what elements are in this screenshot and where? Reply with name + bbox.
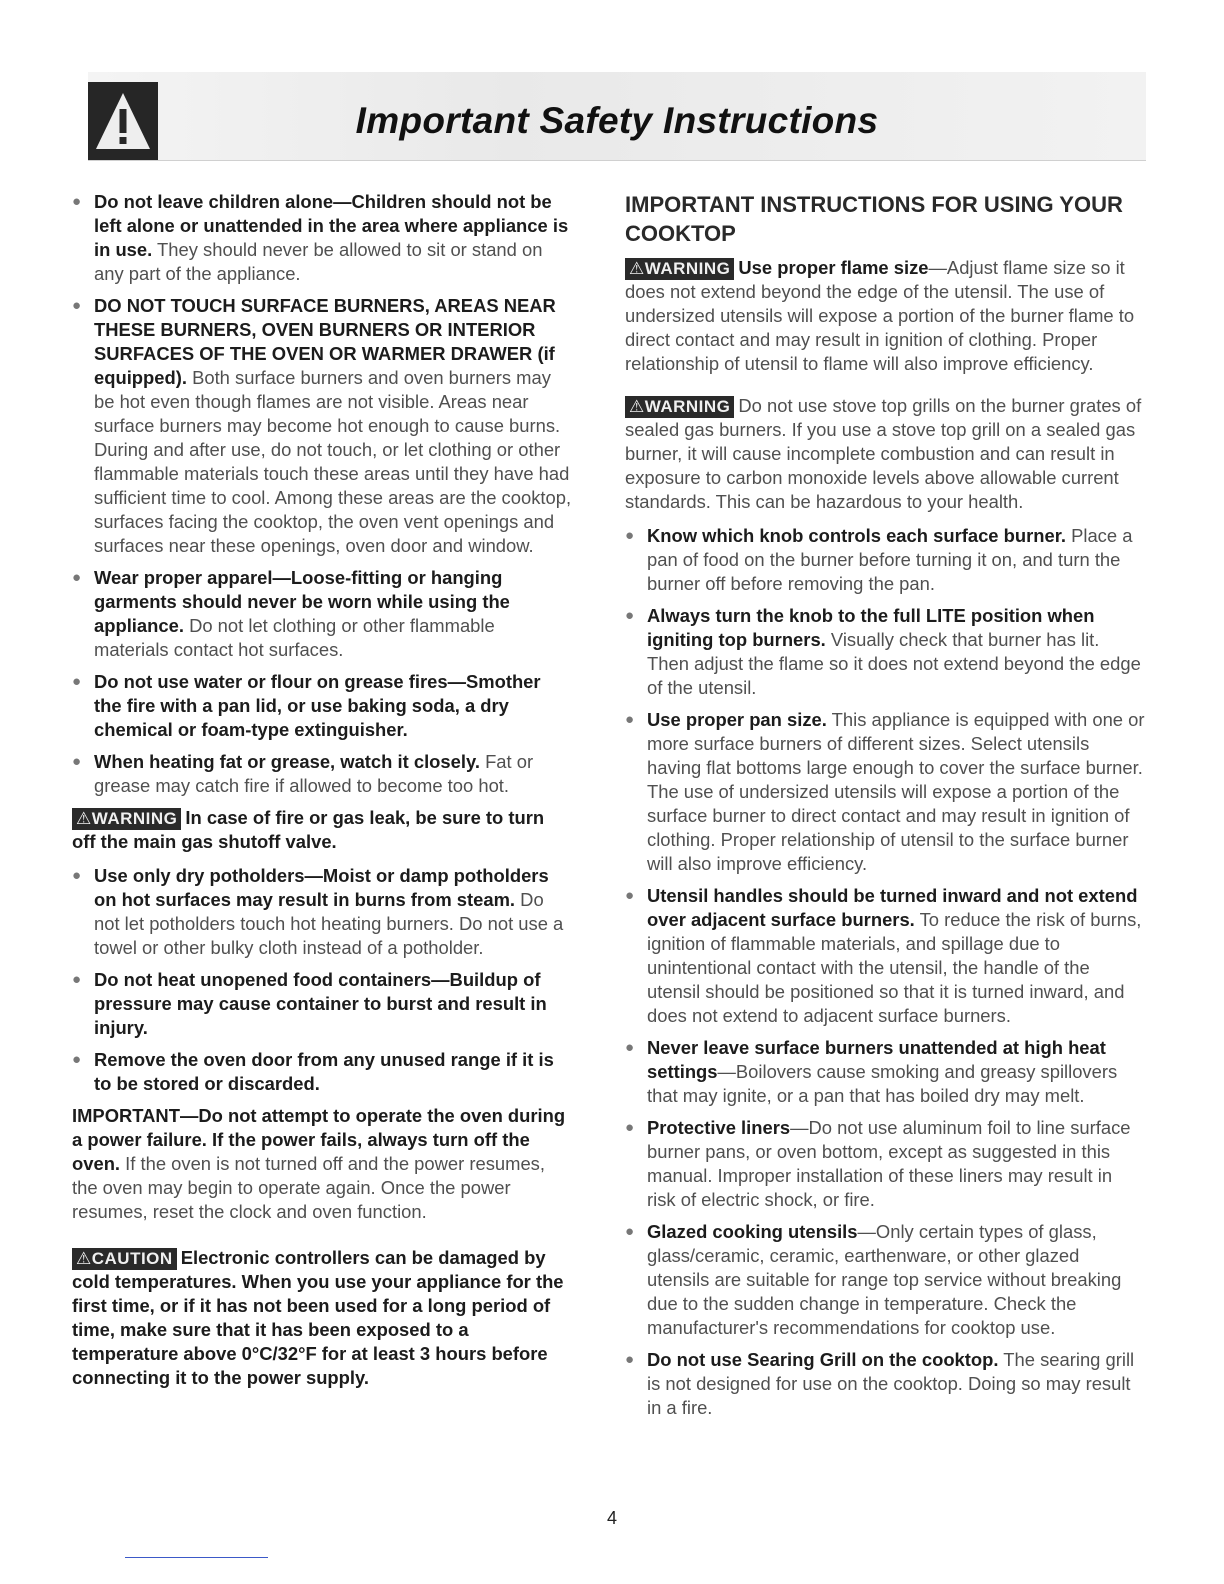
- warning-notice: ⚠WARNING Use proper flame size—Adjust flame size so it does not extend beyond the edge of the utensil. The use of undersized utensils will expose a portion of the burner flame to direct contact and may result in ignition of clothing. Proper relationship of utensil to flame will also improve efficiency.: [625, 257, 1135, 374]
- bullet-icon: ●: [72, 193, 82, 210]
- list-item: ● Use proper pan size. This appliance is equipped with one or more surface burners of different sizes. Select utensils having flat bottoms large enough to cover the surface burner. The use of undersized utensils will expose a portion of the surface burner to direct contact and may result in ignition of clothing. Proper relationship of utensil to the surface burner will also improve efficiency.: [625, 709, 1145, 874]
- bullet-icon: ●: [625, 1119, 635, 1136]
- page-title: Important Safety Instructions: [355, 100, 879, 141]
- list-item: ● Glazed cooking utensils—Only certain types of glass, glass/ceramic, ceramic, earthenware, or other glazed utensils are suitable for range top service without breaking due to the sudden change in temperature. Check the manufacturer's recommendations for cooktop use.: [625, 1221, 1122, 1338]
- list-item: ● Use only dry potholders—Moist or damp potholders on hot surfaces may result in burns from steam. Do not let potholders touch hot heating burners. Do not use a towel or other bulky cloth instead of a potholder.: [72, 865, 564, 958]
- list-item: ● Never leave surface burners unattended at high heat settings—Boilovers cause smoking and greasy spillovers that may ignite, or a pan that has boiled dry may melt.: [625, 1037, 1118, 1106]
- caution-badge: ⚠CAUTION: [72, 1248, 177, 1270]
- list-item: ● Do not leave children alone—Children should not be left alone or unattended in the area where appliance is in use. They should never be allowed to sit or stand on any part of the appliance.: [72, 191, 569, 284]
- list-item: ● Do not use Searing Grill on the cooktop. The searing grill is not designed for use on the cooktop. Doing so may result in a fire.: [625, 1349, 1135, 1418]
- page-number: 4: [606, 1508, 617, 1528]
- list-item: ● Utensil handles should be turned inward and not extend over adjacent surface burners. To reduce the risk of burns, ignition of flammable materials, and spillage due to unintentional contact with the utensil, the handle of the utensil should be positioned so that it is turned inward, and does not extend to adjacent surface burners.: [625, 885, 1142, 1026]
- bullet-icon: ●: [625, 607, 635, 624]
- list-item: ● DO NOT TOUCH SURFACE BURNERS, AREAS NEAR THESE BURNERS, OVEN BURNERS OR INTERIOR SURFACES OF THE OVEN OR WARMER DRAWER (if equipped). Both surface burners and oven burners may be hot even though flames are not visible. Areas near surface burners may become hot enough to cause burns. During and after use, do not touch, or let clothing or other flammable materials touch these areas until they have had sufficient time to cool. Among these areas are the cooktop, surfaces facing the cooktop, the oven vent openings and surfaces near these openings, oven door and window.: [72, 295, 572, 556]
- bullet-icon: ●: [72, 673, 82, 690]
- bullet-icon: ●: [72, 297, 82, 314]
- warning-notice: ⚠WARNING In case of fire or gas leak, be sure to turn off the main gas shutoff valve.: [72, 807, 545, 852]
- list-item: ● Always turn the knob to the full LITE position when igniting top burners. Visually check that burner has lit. Then adjust the flame so it does not extend beyond the edge of the utensil.: [625, 605, 1141, 698]
- bullet-icon: ●: [625, 527, 635, 544]
- list-item: ● Do not use water or flour on grease fires—Smother the fire with a pan lid, or use baking soda, a dry chemical or foam-type extinguisher.: [72, 671, 541, 740]
- list-item: ● Remove the oven door from any unused range if it is to be stored or discarded.: [72, 1049, 554, 1094]
- bullet-icon: ●: [72, 753, 82, 770]
- list-item: ● Protective liners—Do not use aluminum foil to line surface burner pans, or oven bottom, except as suggested in this manual. Improper installation of these liners may result in risk of electric shock, or fire.: [625, 1117, 1131, 1210]
- left-column: [72, 190, 572, 1400]
- list-item: ● Wear proper apparel—Loose-fitting or hanging garments should never be worn while using the appliance. Do not let clothing or other flammable materials contact hot surfaces.: [72, 567, 510, 660]
- warning-notice: ⚠WARNING Do not use stove top grills on the burner grates of sealed gas burners. If you use a stove top grill on a sealed gas burner, it will cause incomplete combustion and can result in exposure to carbon monoxide levels above allowable current standards. This can be hazardous to your health.: [625, 395, 1142, 512]
- section-heading: IMPORTANT INSTRUCTIONS FOR USING YOUR COOKTOP: [625, 192, 1123, 246]
- list-item: ● When heating fat or grease, watch it closely. Fat or grease may catch fire if allowed to become too hot.: [72, 751, 534, 796]
- warning-badge: ⚠WARNING: [72, 808, 181, 830]
- bullet-icon: ●: [625, 1223, 635, 1240]
- bullet-icon: ●: [625, 1039, 635, 1056]
- important-notice: IMPORTANT—Do not attempt to operate the oven during a power failure. If the power fails, always turn off the oven. If the oven is not turned off and the power resumes, the oven may begin to operate again. Once the power resumes, reset the clock and oven function.: [72, 1105, 566, 1222]
- warning-badge: ⚠WARNING: [625, 258, 734, 280]
- list-item: ● Know which knob controls each surface burner. Place a pan of food on the burner before turning it on, and turn the burner off before removing the pan.: [625, 525, 1133, 594]
- bullet-icon: ●: [72, 867, 82, 884]
- page-header: [88, 72, 1146, 161]
- bullet-icon: ●: [72, 1051, 82, 1068]
- caution-notice: ⚠CAUTION Electronic controllers can be damaged by cold temperatures. When you use your appliance for the first time, or if it has not been used for a long period of time, make sure that it has been exposed to a temperature above 0°C/32°F for at least 3 hours before connecting it to the power supply.: [72, 1247, 564, 1388]
- bullet-icon: ●: [625, 887, 635, 904]
- bullet-icon: ●: [625, 711, 635, 728]
- footer-divider: [125, 1557, 268, 1558]
- bullet-icon: ●: [625, 1351, 635, 1368]
- right-column: [625, 190, 1145, 1428]
- bullet-icon: ●: [72, 569, 82, 586]
- bullet-icon: ●: [72, 971, 82, 988]
- list-item: ● Do not heat unopened food containers—Buildup of pressure may cause container to burst and result in injury.: [72, 969, 547, 1038]
- warning-badge: ⚠WARNING: [625, 396, 734, 418]
